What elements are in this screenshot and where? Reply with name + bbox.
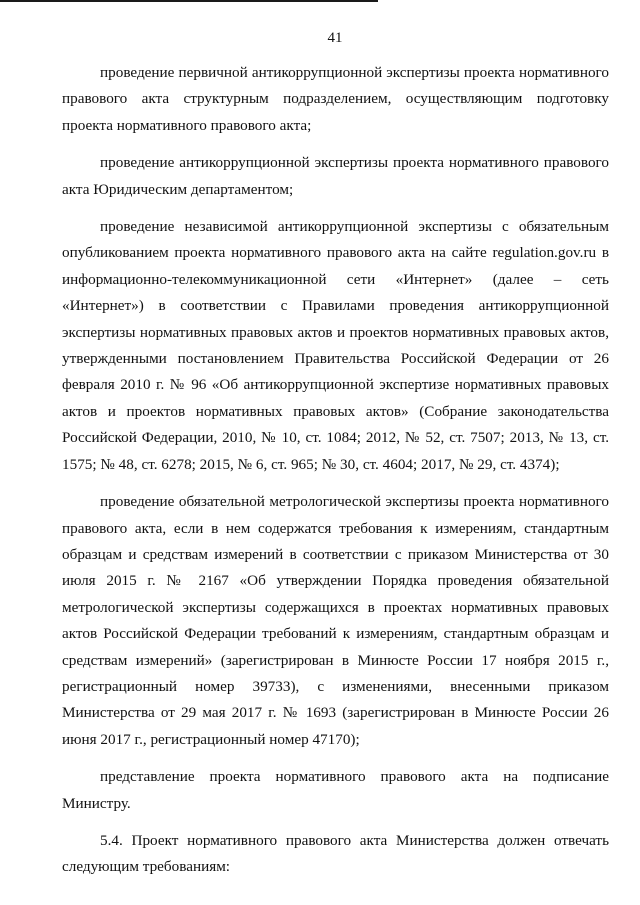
- paragraph-metrological-expertise: проведение обязательной метрологической экспертизы проекта нормативного правового акта, если в нем содержатся требования к измерениям, стандартным образцам и средствам измерений в соответствии с приказом Министерства от 30 июля 2015 г. № 2167 «Об утверждении Порядка проведения обязательной метрологической экспертизы содержащихся в проектах нормативных правовых актов Российской Федерации требований к измерениям, стандартным образцам и средствам измерений» (зарегистрирован в Минюсте России 17 ноября 2015 г., регистрационный номер 39733), с изменениями, внесенными приказом Министерства от 29 мая 2017 г. № 1693 (зарегистрирован в Минюсте России 26 июня 2017 г., регистрационный номер 47170);: [62, 493, 609, 748]
- paragraph-independent-expertise: проведение независимой антикоррупционной экспертизы с обязательным опубликованием проекта нормативного правового акта на сайте regulation.gov.ru в информационно-телекоммуникационной сети «Интернет» (далее – сеть «Интернет») в соответствии с Правилами проведения антикоррупционной экспертизы нормативных правовых актов и проектов нормативных правовых актов, утвержденными постановлением Правительства Российской Федерации от 26 февраля 2010 г. № 96 «Об антикоррупционной экспертизе нормативных правовых актов и проектов нормативных правовых актов» (Собрание законодательства Российской Федерации, 2010, № 10, ст. 1084; 2012, № 52, ст. 7507; 2013, № 13, ст. 1575; № 48, ст. 6278; 2015, № 6, ст. 965; № 30, ст. 4604; 2017, № 29, ст. 4374);: [62, 218, 609, 473]
- paragraph-section-5-4: 5.4. Проект нормативного правового акта Министерства должен отвечать следующим требованиям:: [62, 831, 609, 876]
- paragraph-legal-department-expertise: проведение антикоррупционной экспертизы проекта нормативного правового акта Юридическим департаментом;: [62, 154, 609, 198]
- page-number: 41: [327, 30, 343, 46]
- paragraph-submission-to-minister: представление проекта нормативного правового акта на подписание Министру.: [62, 768, 609, 812]
- paragraph-primary-expertise: проведение первичной антикоррупционной экспертизы проекта нормативного правового акта структурным подразделением, осуществляющим подготовку проекта нормативного правового акта;: [62, 64, 609, 134]
- top-rule: [0, 0, 378, 2]
- document-body: [62, 60, 609, 892]
